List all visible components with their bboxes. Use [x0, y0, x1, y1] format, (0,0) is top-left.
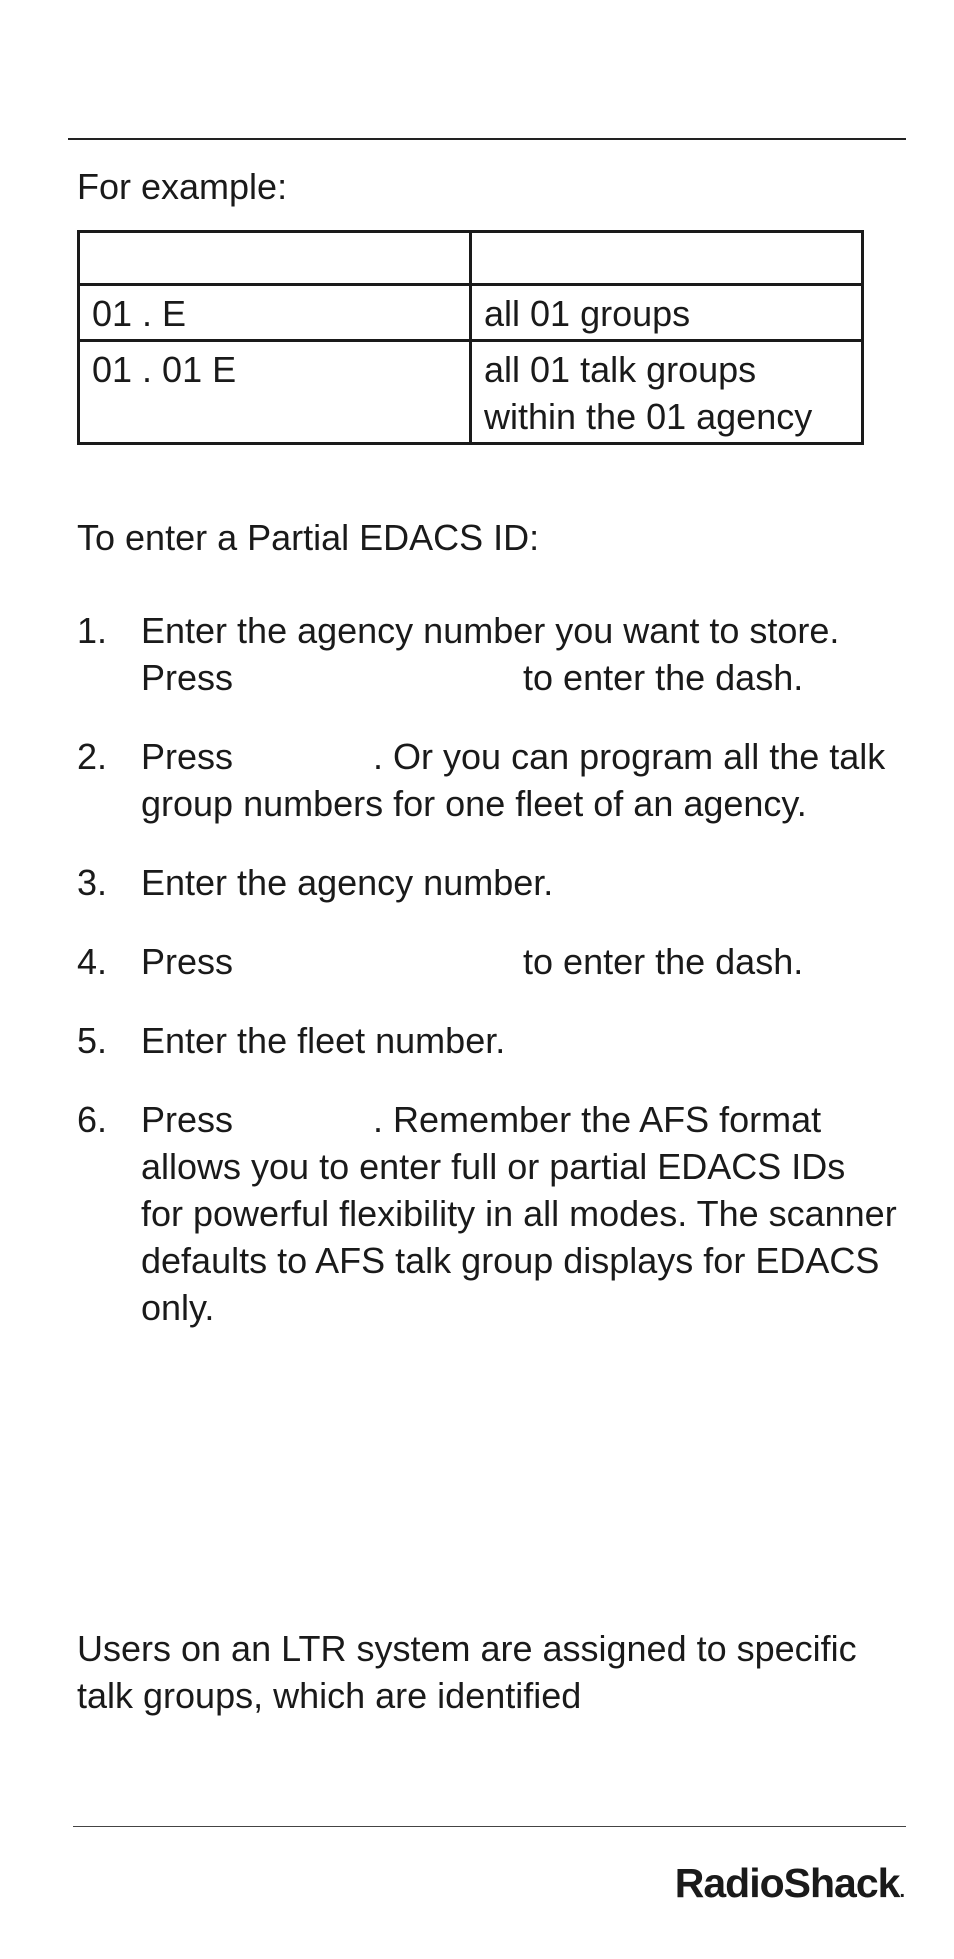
list-item [77, 859, 897, 906]
ltr-paragraph: Users on an LTR system are assigned to specific talk groups, which are identified [77, 1628, 857, 1716]
table-cell-id: 01 . 01 E [79, 341, 471, 444]
step-number: 2. [77, 736, 108, 777]
table-row [79, 341, 863, 444]
radioshack-logo: RadioShack. [674, 1860, 904, 1906]
table-cell-description: all 01 groups [471, 285, 863, 341]
list-item [77, 1017, 897, 1064]
intro-text: For example: [77, 166, 288, 207]
step-number: 6. [77, 1099, 108, 1140]
step-number: 5. [77, 1020, 108, 1061]
step-number: 1. [77, 610, 108, 651]
step-text: Press [141, 736, 234, 777]
table-header-cell [79, 232, 471, 285]
step-text: Enter the agency number. [141, 862, 554, 903]
table-cell-description: all 01 talk groups within the 01 agency [471, 341, 863, 444]
step-text: to enter the dash. [523, 657, 804, 698]
step-number: 3. [77, 862, 108, 903]
list-item [77, 607, 897, 701]
example-table [77, 230, 864, 445]
step-text: Press [141, 1099, 234, 1140]
step-text: Press [141, 941, 234, 982]
top-rule [68, 138, 906, 140]
step-text: . Remember the AFS format allows you to enter full or partial EDACS IDs for powerful flexibility in all modes. The scanner defaults to AFS talk group displays for EDACS only. [141, 1099, 897, 1328]
bottom-rule [73, 1826, 906, 1827]
list-item [77, 938, 897, 985]
step-text: . Or you can program all the talk group numbers for one fleet of an agency. [141, 736, 886, 824]
list-item [77, 1096, 897, 1331]
table-header-cell [471, 232, 863, 285]
table-header-row [79, 232, 863, 285]
table-cell-id: 01 . E [79, 285, 471, 341]
step-text: to enter the dash. [523, 941, 804, 982]
steps-list [77, 607, 897, 1363]
list-item [77, 733, 897, 827]
step-text: Enter the agency number you want to store. Press [141, 610, 840, 698]
table-row [79, 285, 863, 341]
step-number: 4. [77, 941, 108, 982]
section-heading: To enter a Partial EDACS ID: [77, 517, 540, 558]
step-text: Enter the fleet number. [141, 1020, 506, 1061]
